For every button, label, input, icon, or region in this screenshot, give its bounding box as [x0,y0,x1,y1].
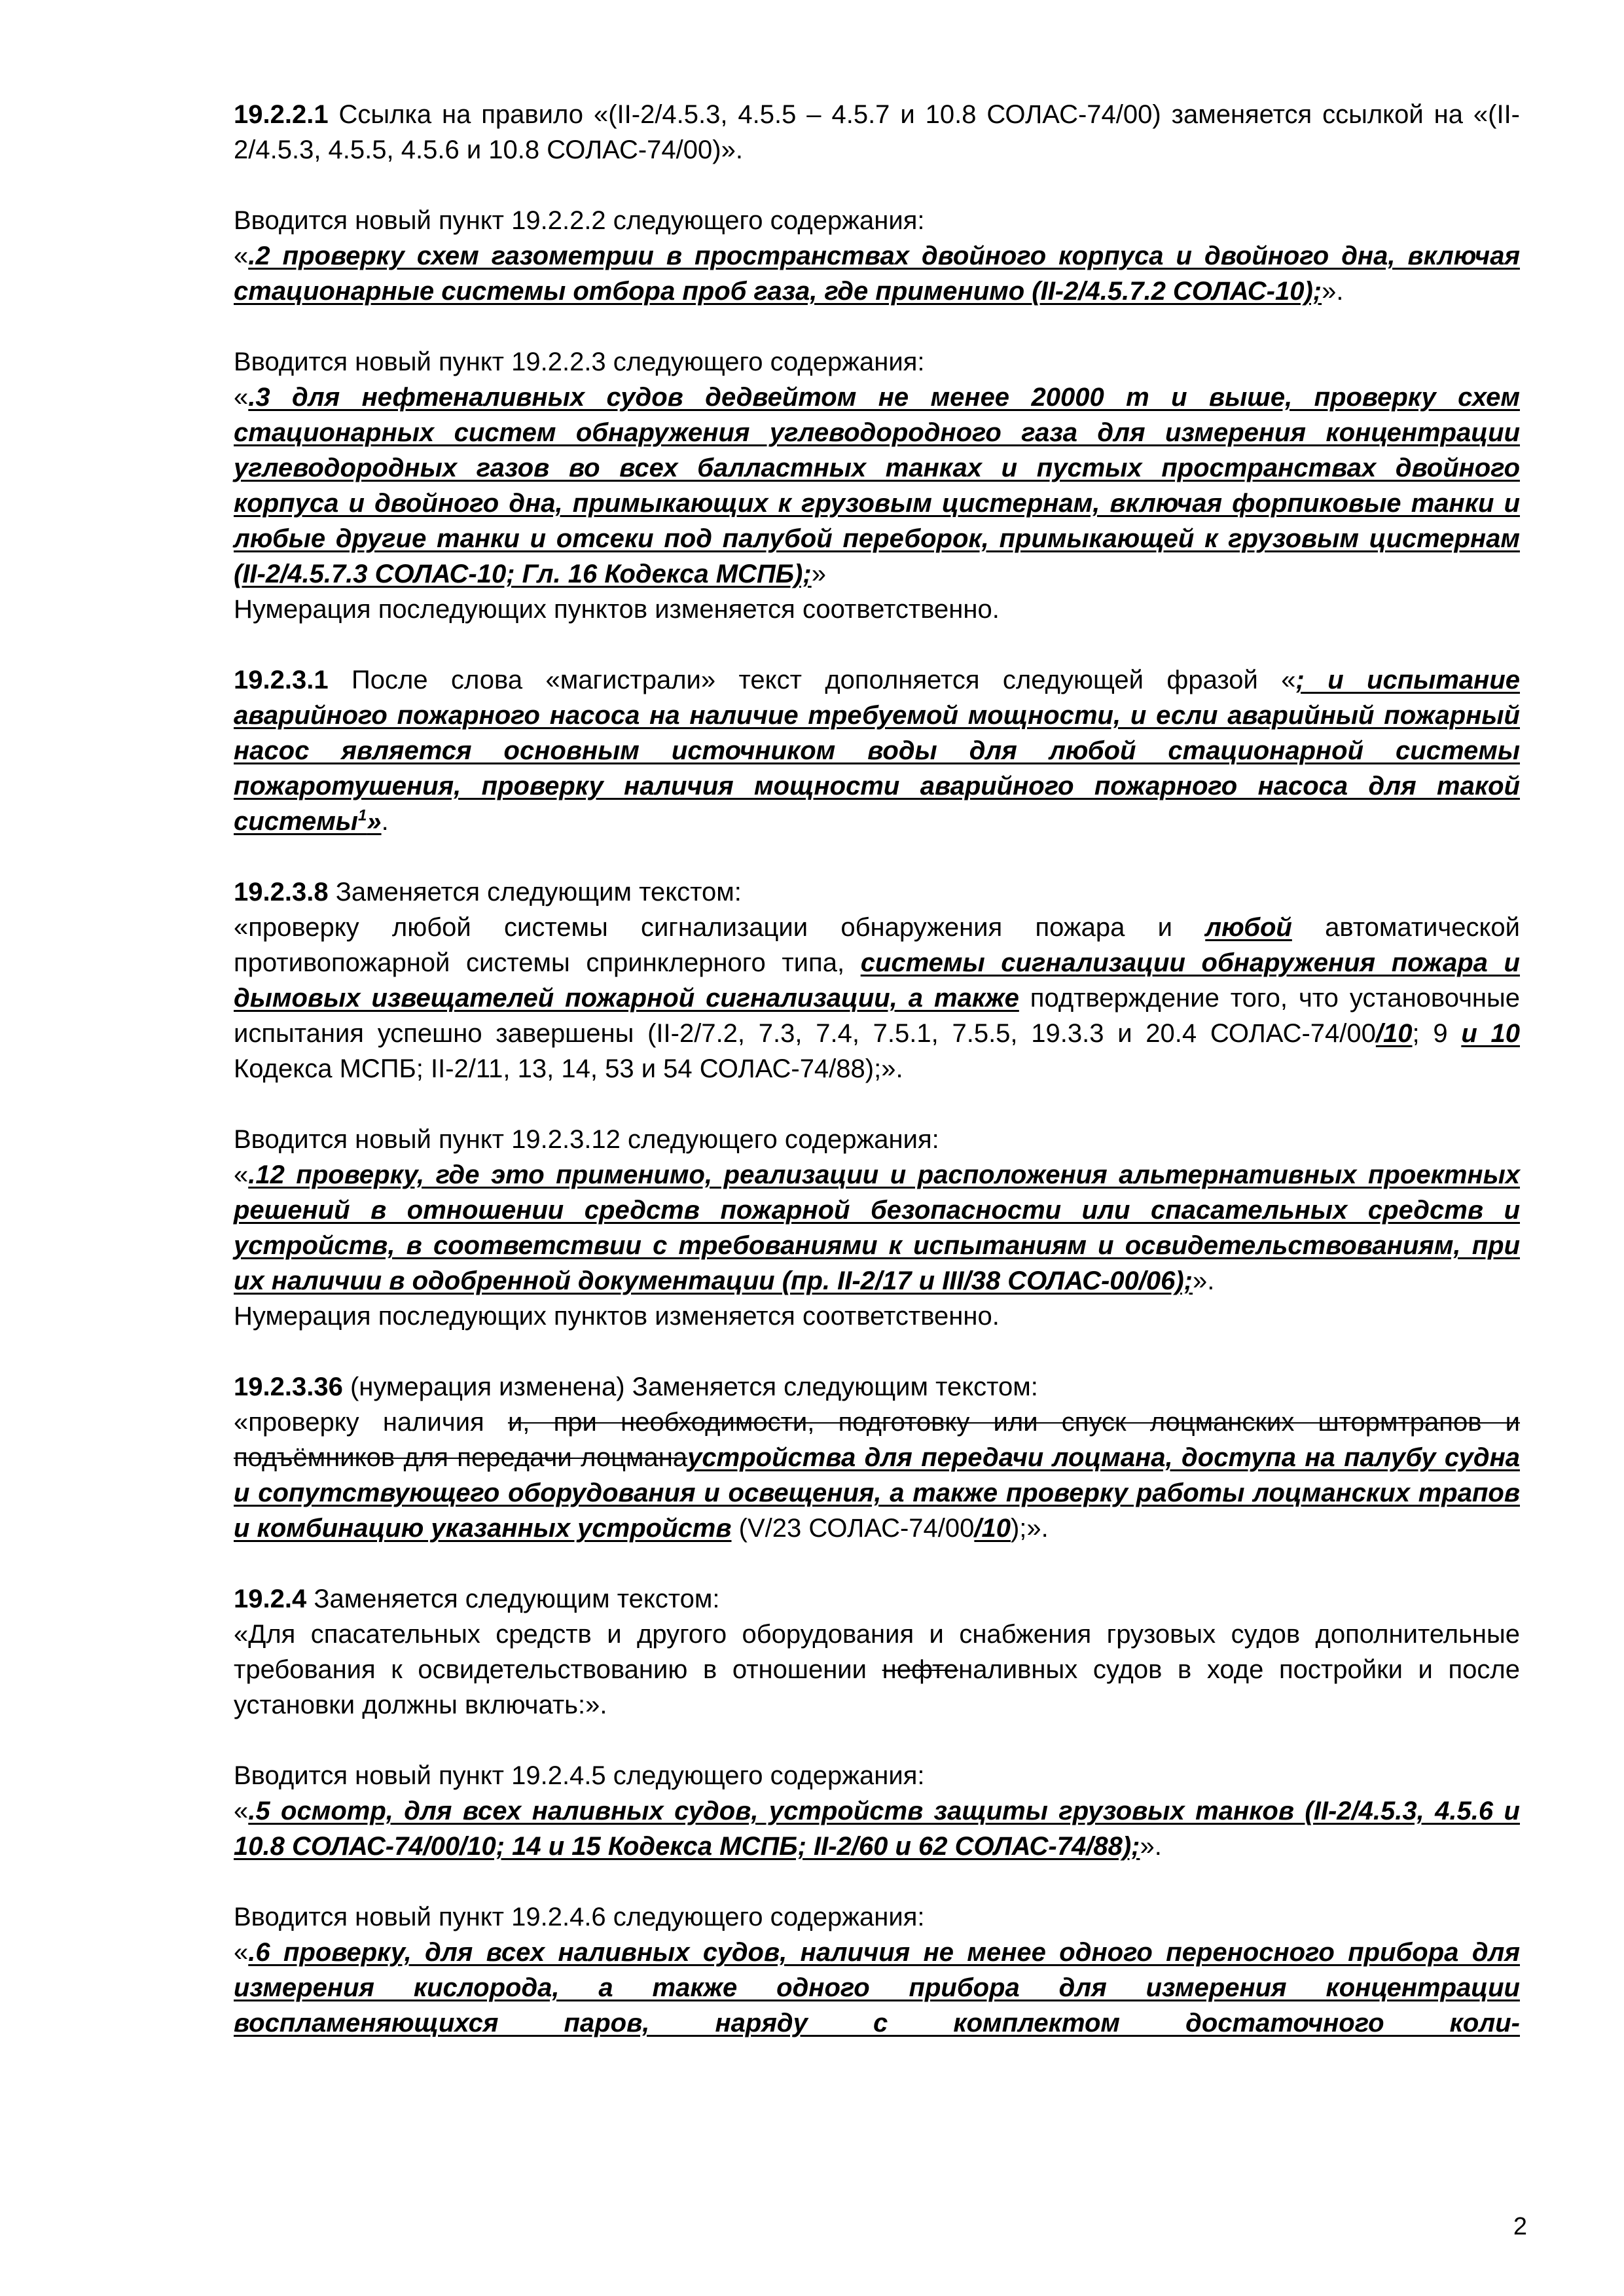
renumbering-note: Нумерация последующих пунктов изменяется соответственно. [234,1302,1000,1331]
section-19-2-4-5 [234,1758,1520,1864]
inserted-text: и 10 [1461,1019,1520,1048]
section-19-2-2-2 [234,203,1520,309]
page-number: 2 [1513,2213,1527,2240]
section-19-2-3-36 [234,1369,1520,1546]
text-part: «проверку любой системы сигнализации обнаружения пожара и [234,913,1206,942]
clause-number: 19.2.3.36 [234,1372,343,1401]
clause-title: (нумерация изменена) Заменяется следующим текстом: [342,1372,1038,1401]
inserted-clause [234,380,1520,592]
clause-heading [234,1581,1520,1617]
close-quote: ». [1322,277,1344,306]
document-body [234,97,1520,2076]
inserted-clause [234,1793,1520,1864]
inserted-text: устройства для передачи лоцмана, доступа на палубу судна и сопутствующего оборудования и освещения, а также проверку работы лоцманских трапов и комбинацию указанных устройств [234,1443,1520,1543]
inserted-text: .5 осмотр, для всех наливных судов, устройств защиты грузовых танков (II-2/4.5.3, 4.5.6 и 10.8 СОЛАС-74/00/10; 14 и 15 Кодекса МСПБ; II-2/60 и 62 СОЛАС-74/88); [234,1797,1520,1861]
section-19-2-4 [234,1581,1520,1723]
text-part: (V/23 СОЛАС-74/00 [731,1514,975,1543]
clause-text: После слова «магистрали» текст дополняется следующей фразой « [328,666,1296,694]
inserted-text: .12 проверку, где это применимо, реализации и расположения альтернативных проектных решений в отношении средств пожарной безопасности или спасательных средств и устройств, в соответствии с требованиями к испытаниям и освидетельствованиям, при их наличии в одобренной документации (пр. II-2/17 и III/38 СОЛАС-00/06); [234,1160,1520,1295]
inserted-clause [234,1935,1520,2041]
text-part: «проверку наличия [234,1408,508,1437]
text-part: автоматической противопожарной системы спринклерного типа, [234,913,1520,977]
inserted-text: /10 [1375,1019,1413,1048]
replacement-text [234,1617,1520,1723]
open-quote: « [234,242,249,270]
text-part: наливных судов в ходе постройки и после установки должны включать:». [234,1655,1521,1719]
text-part: );». [1010,1514,1049,1543]
section-19-2-3-8 [234,874,1520,1086]
clause-number: 19.2.2.1 [234,100,329,129]
renumbering-note: Нумерация последующих пунктов изменяется соответственно. [234,595,1000,624]
footnote-ref: 1 [357,806,367,825]
section-19-2-3-12 [234,1122,1520,1334]
close-quote: ». [1193,1266,1215,1295]
replacement-text [234,910,1520,1086]
inserted-text: /10 [974,1514,1011,1543]
clause-title: Заменяется следующим текстом: [328,878,742,906]
close-quote: » [811,560,826,588]
inserted-text: .2 проверку схем газометрии в пространствах двойного корпуса и двойного дна, включая стационарные системы отбора проб газа, где применимо (II-2/4.5.7.2 СОЛАС-10); [234,242,1520,306]
clause-number: 19.2.3.8 [234,878,329,906]
intro-line: Вводится новый пункт 19.2.2.3 следующего содержания: [234,348,925,376]
clause-number: 19.2.4 [234,1585,307,1613]
inserted-phrase: ; и испытание аварийного пожарного насоса на наличие требуемой мощности, и если аварийный пожарный насос является основным источником воды для любой стационарной системы пожаротушения, проверку наличия мощности аварийного пожарного насоса для такой системы [234,666,1520,836]
text-part: ; 9 [1412,1019,1462,1048]
deleted-text: и, при необходимости, подготовку или спуск лоцманских штормтрапов и подъёмников для передачи лоцмана [234,1408,1521,1472]
deleted-text: нефте [882,1655,959,1684]
close-quote: » [367,807,382,836]
open-quote: « [234,1797,249,1825]
section-19-2-4-6 [234,1899,1520,2041]
section-19-2-2-3 [234,344,1520,627]
period: . [381,807,389,836]
clause-number: 19.2.3.1 [234,666,329,694]
paragraph-19-2-2-1 [234,97,1520,168]
inserted-text: системы сигнализации обнаружения пожара и дымовых извещателей пожарной сигнализации, а также [234,948,1520,1013]
clause-text: Ссылка на правило «(II-2/4.5.3, 4.5.5 – 4.5.7 и 10.8 СОЛАС-74/00) заменяется ссылкой на «(II-2/4.5.3, 4.5.5, 4.5.6 и 10.8 СОЛАС-74/00)». [234,100,1520,164]
open-quote: « [234,383,249,412]
text-part: Кодекса МСПБ; II-2/11, 13, 14, 53 и 54 СОЛАС-74/88);». [234,1054,903,1083]
intro-line: Вводится новый пункт 19.2.4.6 следующего содержания: [234,1903,925,1931]
open-quote: « [234,1160,249,1189]
intro-line: Вводится новый пункт 19.2.3.12 следующего содержания: [234,1125,939,1154]
inserted-clause [234,1157,1520,1299]
inserted-text: .3 для нефтеналивных судов дедвейтом не менее 20000 т и выше, проверку схем стационарных систем обнаружения углеводородного газа для измерения концентрации углеводородных газов во всех балластных танках и пустых пространствах двойного корпуса и двойного дна, примыкающих к грузовым цистернам, включая форпиковые танки и любые другие танки и отсеки под палубой переборок, примыкающей к грузовым цистернам (II-2/4.5.7.3 СОЛАС-10; Гл. 16 Кодекса МСПБ); [234,383,1520,588]
replacement-text [234,1405,1520,1546]
inserted-clause [234,238,1520,309]
close-quote: ». [1140,1832,1162,1861]
open-quote: « [234,1938,249,1967]
inserted-text: .6 проверку, для всех наливных судов, наличия не менее одного переносного прибора для измерения кислорода, а также одного прибора для измерения концентрации воспламеняющихся паров, наряду с комплектом достаточного коли- [234,1938,1520,2037]
inserted-text: любой [1205,913,1292,942]
text-part: подтверждение того, что установочные испытания успешно завершены (II-2/7.2, 7.3, 7.4, 7.5.1, 7.5.5, 19.3.3 и 20.4 СОЛАС-74/00 [234,984,1520,1048]
paragraph-19-2-3-1 [234,662,1520,839]
clause-title: Заменяется следующим текстом: [306,1585,720,1613]
clause-heading [234,874,1520,910]
intro-line: Вводится новый пункт 19.2.4.5 следующего содержания: [234,1761,925,1790]
intro-line: Вводится новый пункт 19.2.2.2 следующего содержания: [234,206,925,235]
clause-heading [234,1369,1520,1405]
text-part: «Для спасательных средств и другого оборудования и снабжения грузовых судов дополнительные требования к освидетельствованию в отношении [234,1620,1520,1684]
